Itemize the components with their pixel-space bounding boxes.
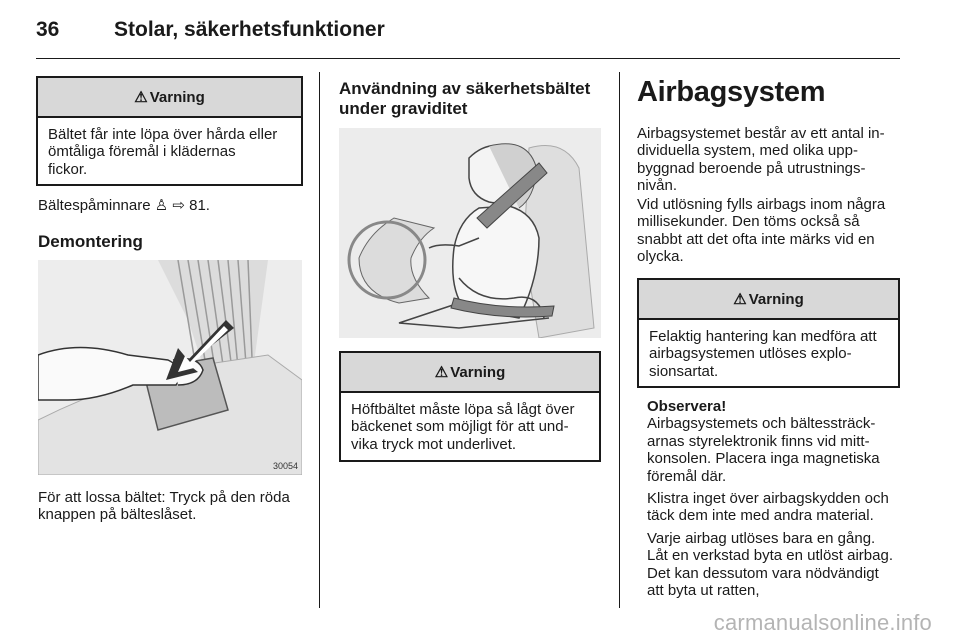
paragraph-line: byggnad beroende på utrustnings-	[637, 159, 866, 177]
section-heading-airbag: Airbagsystem	[637, 76, 826, 108]
header-divider	[36, 58, 900, 59]
column-divider-2	[619, 72, 620, 608]
note-line: Det kan dessutom vara nödvändigt	[647, 564, 879, 582]
warning-line: airbagsystemen utlöses explo-	[649, 345, 852, 363]
note-line: Airbagsystemets och bältessträck-	[647, 415, 876, 433]
warning-title: Varning	[450, 363, 506, 381]
warning-line: bäckenet som möjligt för att und-	[351, 418, 569, 436]
warning-line: vika tryck mot underlivet.	[351, 435, 517, 453]
pregnant-seatbelt-illustration	[339, 128, 601, 338]
pregnancy-illustration-svg	[339, 128, 601, 338]
paragraph-line: snabbt att det ofta inte märks vid en	[637, 230, 875, 248]
warning-line: fickor.	[48, 160, 88, 178]
note-line: arnas styrelektronik finns vid mitt-	[647, 432, 870, 450]
warning-triangle-icon: ⚠	[134, 89, 148, 106]
note-line: Varje airbag utlöses bara en gång.	[647, 529, 876, 547]
warning-header	[341, 353, 599, 393]
buckle-release-illustration	[38, 260, 302, 475]
buckle-caption	[38, 489, 308, 524]
warning-triangle-icon: ⚠	[733, 291, 747, 308]
section-heading-demontering: Demontering	[38, 232, 143, 251]
note-line: Klistra inget över airbagskydden och	[647, 490, 889, 508]
note-title: Observera!	[647, 398, 727, 415]
note-line: föremål där.	[647, 467, 727, 485]
belt-reminder-text: Bältespåminnare	[38, 197, 151, 214]
warning-text	[341, 393, 599, 453]
page-title: Stolar, säkerhetsfunktioner	[114, 18, 385, 41]
paragraph-line: Vid utlösning fylls airbags inom några	[637, 196, 886, 213]
paragraph-line: Airbagsystemet består av ett antal in-	[637, 125, 885, 142]
heading-line: under graviditet	[339, 99, 468, 118]
note-line: Låt en verkstad byta en utlöst airbag.	[647, 547, 893, 565]
watermark: carmanualsonline.info	[713, 610, 932, 635]
note-block	[647, 398, 909, 599]
warning-line: ömtåliga föremål i klädernas	[48, 143, 236, 161]
warning-title: Varning	[748, 290, 804, 308]
page-reference-icon: ⇨	[172, 197, 185, 214]
warning-header	[38, 78, 301, 118]
note-line: att byta ut ratten,	[647, 582, 760, 600]
warning-text	[639, 320, 898, 380]
airbag-deploy-paragraph	[637, 196, 907, 266]
column-divider-1	[319, 72, 320, 608]
note-paragraph-cover	[647, 490, 909, 525]
seatbelt-icon: ♙	[154, 197, 169, 214]
paragraph-line: olycka.	[637, 248, 684, 266]
warning-header	[639, 280, 898, 320]
airbag-intro-paragraph	[637, 125, 907, 195]
warning-title: Varning	[149, 88, 205, 106]
paragraph-line: millisekunder. Den töms också så	[637, 213, 860, 231]
paragraph-line: nivån.	[637, 177, 678, 195]
paragraph-line: dividuella system, med olika upp-	[637, 142, 858, 160]
warning-line: Felaktig hantering kan medföra att	[649, 328, 877, 345]
caption-line: För att lossa bältet: Tryck på den röda	[38, 489, 290, 506]
warning-box-airbag	[637, 278, 900, 388]
buckle-illustration-svg	[38, 260, 302, 475]
page-reference[interactable]: 81.	[189, 197, 210, 214]
warning-box-pregnancy	[339, 351, 601, 462]
warning-triangle-icon: ⚠	[434, 364, 449, 381]
warning-line: sionsartat.	[649, 362, 719, 380]
note-line: täck dem inte med andra material.	[647, 507, 874, 525]
warning-text	[38, 118, 301, 178]
page-number: 36	[36, 18, 60, 41]
warning-line: Bältet får inte löpa över hårda eller	[48, 126, 278, 143]
image-code: 30054	[272, 461, 298, 471]
caption-line: knappen på bälteslåset.	[38, 506, 197, 524]
belt-reminder-line	[38, 197, 210, 214]
warning-box-belt	[36, 76, 303, 186]
section-heading-pregnancy	[339, 79, 590, 119]
note-line: konsolen. Placera inga magnetiska	[647, 450, 880, 468]
note-paragraph-replace	[647, 530, 909, 600]
heading-line: Användning av säkerhetsbältet	[339, 79, 591, 98]
warning-line: Höftbältet måste löpa så lågt över	[351, 401, 575, 418]
